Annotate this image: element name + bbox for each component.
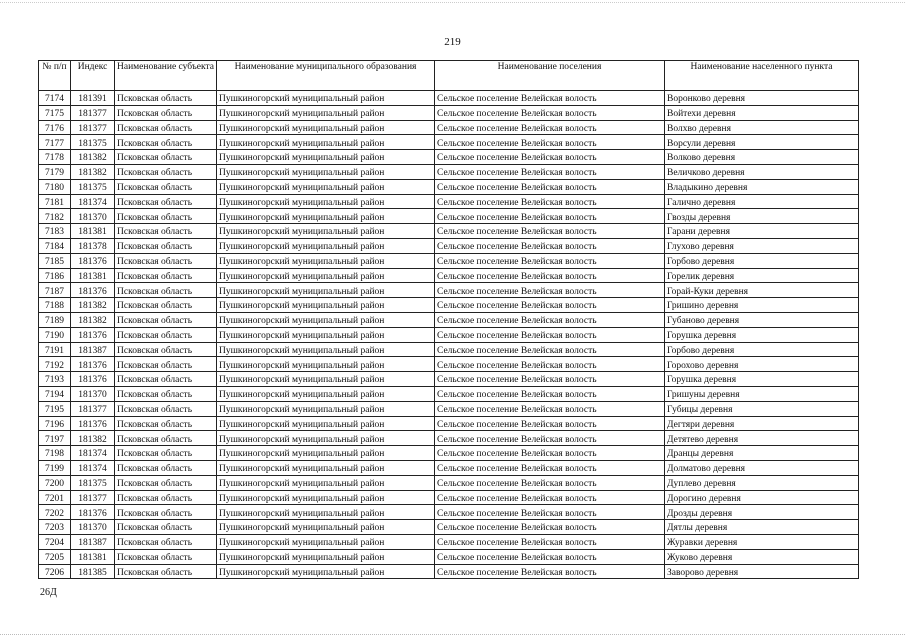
- cell-subject: Псковская область: [115, 327, 217, 342]
- cell-subject: Псковская область: [115, 475, 217, 490]
- cell-subject: Псковская область: [115, 238, 217, 253]
- cell-subject: Псковская область: [115, 150, 217, 165]
- cell-postal-index: 181376: [71, 357, 115, 372]
- cell-subject: Псковская область: [115, 209, 217, 224]
- cell-subject: Псковская область: [115, 342, 217, 357]
- cell-subject: Псковская область: [115, 490, 217, 505]
- table-row: [39, 91, 859, 106]
- cell-settlement: Сельское поселение Велейская волость: [435, 120, 665, 135]
- cell-settlement: Сельское поселение Велейская волость: [435, 105, 665, 120]
- table-row: [39, 357, 859, 372]
- cell-settlement: Сельское поселение Велейская волость: [435, 238, 665, 253]
- cell-number: 7203: [39, 520, 71, 535]
- cell-locality: Величково деревня: [665, 164, 859, 179]
- cell-locality: Журавки деревня: [665, 534, 859, 549]
- header-locality: Наименование населенного пункта: [665, 61, 859, 91]
- cell-municipality: Пушкиногорский муниципальный район: [217, 564, 435, 579]
- cell-settlement: Сельское поселение Велейская волость: [435, 549, 665, 564]
- cell-postal-index: 181381: [71, 549, 115, 564]
- cell-number: 7204: [39, 534, 71, 549]
- cell-postal-index: 181376: [71, 327, 115, 342]
- table-row: [39, 238, 859, 253]
- cell-municipality: Пушкиногорский муниципальный район: [217, 268, 435, 283]
- cell-municipality: Пушкиногорский муниципальный район: [217, 91, 435, 106]
- cell-settlement: Сельское поселение Велейская волость: [435, 520, 665, 535]
- table-row: [39, 120, 859, 135]
- cell-locality: Детятево деревня: [665, 431, 859, 446]
- cell-locality: Глухово деревня: [665, 238, 859, 253]
- cell-subject: Псковская область: [115, 460, 217, 475]
- cell-municipality: Пушкиногорский муниципальный район: [217, 238, 435, 253]
- cell-subject: Псковская область: [115, 505, 217, 520]
- cell-locality: Горушка деревня: [665, 372, 859, 387]
- cell-subject: Псковская область: [115, 194, 217, 209]
- cell-postal-index: 181382: [71, 298, 115, 313]
- cell-locality: Гришуны деревня: [665, 386, 859, 401]
- cell-number: 7199: [39, 460, 71, 475]
- table-row: [39, 135, 859, 150]
- cell-municipality: Пушкиногорский муниципальный район: [217, 179, 435, 194]
- cell-locality: Дорогино деревня: [665, 490, 859, 505]
- cell-settlement: Сельское поселение Велейская волость: [435, 534, 665, 549]
- cell-postal-index: 181375: [71, 475, 115, 490]
- cell-subject: Псковская область: [115, 534, 217, 549]
- cell-number: 7201: [39, 490, 71, 505]
- cell-subject: Псковская область: [115, 283, 217, 298]
- cell-number: 7189: [39, 312, 71, 327]
- cell-number: 7198: [39, 446, 71, 461]
- cell-locality: Галично деревня: [665, 194, 859, 209]
- cell-locality: Дегтяри деревня: [665, 416, 859, 431]
- cell-postal-index: 181376: [71, 372, 115, 387]
- cell-locality: Губаново деревня: [665, 312, 859, 327]
- cell-number: 7191: [39, 342, 71, 357]
- cell-locality: Заворово деревня: [665, 564, 859, 579]
- table-row: [39, 505, 859, 520]
- cell-postal-index: 181377: [71, 120, 115, 135]
- cell-municipality: Пушкиногорский муниципальный район: [217, 150, 435, 165]
- cell-postal-index: 181375: [71, 135, 115, 150]
- cell-postal-index: 181382: [71, 164, 115, 179]
- cell-subject: Псковская область: [115, 164, 217, 179]
- cell-municipality: Пушкиногорский муниципальный район: [217, 224, 435, 239]
- cell-locality: Дятлы деревня: [665, 520, 859, 535]
- cell-postal-index: 181376: [71, 416, 115, 431]
- cell-number: 7188: [39, 298, 71, 313]
- cell-settlement: Сельское поселение Велейская волость: [435, 194, 665, 209]
- table-row: [39, 520, 859, 535]
- table-row: [39, 209, 859, 224]
- cell-settlement: Сельское поселение Велейская волость: [435, 490, 665, 505]
- cell-settlement: Сельское поселение Велейская волость: [435, 505, 665, 520]
- cell-number: 7182: [39, 209, 71, 224]
- cell-subject: Псковская область: [115, 105, 217, 120]
- cell-subject: Псковская область: [115, 224, 217, 239]
- cell-postal-index: 181378: [71, 238, 115, 253]
- cell-locality: Гарани деревня: [665, 224, 859, 239]
- table-row: [39, 460, 859, 475]
- table-row: [39, 194, 859, 209]
- cell-number: 7181: [39, 194, 71, 209]
- cell-settlement: Сельское поселение Велейская волость: [435, 401, 665, 416]
- table-row: [39, 564, 859, 579]
- cell-settlement: Сельское поселение Велейская волость: [435, 446, 665, 461]
- cell-subject: Псковская область: [115, 416, 217, 431]
- cell-postal-index: 181387: [71, 534, 115, 549]
- cell-locality: Волхво деревня: [665, 120, 859, 135]
- cell-settlement: Сельское поселение Велейская волость: [435, 135, 665, 150]
- table-row: [39, 372, 859, 387]
- cell-locality: Горбово деревня: [665, 342, 859, 357]
- cell-municipality: Пушкиногорский муниципальный район: [217, 120, 435, 135]
- cell-subject: Псковская область: [115, 253, 217, 268]
- cell-postal-index: 181370: [71, 209, 115, 224]
- cell-locality: Волково деревня: [665, 150, 859, 165]
- cell-locality: Горай-Куки деревня: [665, 283, 859, 298]
- cell-municipality: Пушкиногорский муниципальный район: [217, 135, 435, 150]
- cell-settlement: Сельское поселение Велейская волость: [435, 564, 665, 579]
- cell-municipality: Пушкиногорский муниципальный район: [217, 283, 435, 298]
- cell-municipality: Пушкиногорский муниципальный район: [217, 446, 435, 461]
- header-number: № п/п: [39, 61, 71, 91]
- cell-postal-index: 181375: [71, 179, 115, 194]
- table-row: [39, 179, 859, 194]
- cell-municipality: Пушкиногорский муниципальный район: [217, 416, 435, 431]
- cell-settlement: Сельское поселение Велейская волость: [435, 386, 665, 401]
- table-row: [39, 268, 859, 283]
- table-row: [39, 150, 859, 165]
- settlement-registry-table: [38, 60, 859, 579]
- cell-number: 7177: [39, 135, 71, 150]
- cell-number: 7200: [39, 475, 71, 490]
- cell-settlement: Сельское поселение Велейская волость: [435, 253, 665, 268]
- cell-municipality: Пушкиногорский муниципальный район: [217, 105, 435, 120]
- cell-number: 7190: [39, 327, 71, 342]
- cell-settlement: Сельское поселение Велейская волость: [435, 298, 665, 313]
- cell-municipality: Пушкиногорский муниципальный район: [217, 298, 435, 313]
- cell-subject: Псковская область: [115, 91, 217, 106]
- cell-postal-index: 181382: [71, 431, 115, 446]
- cell-postal-index: 181376: [71, 253, 115, 268]
- page-footer-mark: 26Д: [40, 587, 57, 598]
- cell-settlement: Сельское поселение Велейская волость: [435, 268, 665, 283]
- cell-municipality: Пушкиногорский муниципальный район: [217, 327, 435, 342]
- cell-postal-index: 181385: [71, 564, 115, 579]
- cell-settlement: Сельское поселение Велейская волость: [435, 312, 665, 327]
- cell-postal-index: 181370: [71, 520, 115, 535]
- cell-subject: Псковская область: [115, 431, 217, 446]
- cell-municipality: Пушкиногорский муниципальный район: [217, 431, 435, 446]
- cell-postal-index: 181377: [71, 401, 115, 416]
- scan-edge-bottom: [0, 634, 905, 635]
- table-row: [39, 224, 859, 239]
- table-row: [39, 164, 859, 179]
- cell-number: 7205: [39, 549, 71, 564]
- cell-subject: Псковская область: [115, 401, 217, 416]
- cell-locality: Губицы деревня: [665, 401, 859, 416]
- cell-subject: Псковская область: [115, 268, 217, 283]
- cell-municipality: Пушкиногорский муниципальный район: [217, 460, 435, 475]
- cell-number: 7195: [39, 401, 71, 416]
- cell-municipality: Пушкиногорский муниципальный район: [217, 372, 435, 387]
- cell-subject: Псковская область: [115, 357, 217, 372]
- cell-settlement: Сельское поселение Велейская волость: [435, 179, 665, 194]
- cell-postal-index: 181387: [71, 342, 115, 357]
- cell-municipality: Пушкиногорский муниципальный район: [217, 253, 435, 268]
- cell-subject: Псковская область: [115, 564, 217, 579]
- cell-subject: Псковская область: [115, 312, 217, 327]
- cell-locality: Горбово деревня: [665, 253, 859, 268]
- cell-subject: Псковская область: [115, 179, 217, 194]
- header-settlement: Наименование поселения: [435, 61, 665, 91]
- cell-subject: Псковская область: [115, 298, 217, 313]
- cell-settlement: Сельское поселение Велейская волость: [435, 372, 665, 387]
- cell-postal-index: 181370: [71, 386, 115, 401]
- table-row: [39, 490, 859, 505]
- cell-number: 7175: [39, 105, 71, 120]
- cell-locality: Горохово деревня: [665, 357, 859, 372]
- cell-municipality: Пушкиногорский муниципальный район: [217, 312, 435, 327]
- cell-locality: Дуплево деревня: [665, 475, 859, 490]
- table-row: [39, 446, 859, 461]
- cell-subject: Псковская область: [115, 135, 217, 150]
- cell-locality: Гришино деревня: [665, 298, 859, 313]
- cell-number: 7197: [39, 431, 71, 446]
- cell-number: 7174: [39, 91, 71, 106]
- cell-locality: Гвозды деревня: [665, 209, 859, 224]
- cell-number: 7194: [39, 386, 71, 401]
- table-row: [39, 312, 859, 327]
- table-row: [39, 549, 859, 564]
- cell-number: 7185: [39, 253, 71, 268]
- cell-settlement: Сельское поселение Велейская волость: [435, 357, 665, 372]
- cell-municipality: Пушкиногорский муниципальный район: [217, 475, 435, 490]
- cell-settlement: Сельское поселение Велейская волость: [435, 150, 665, 165]
- cell-municipality: Пушкиногорский муниципальный район: [217, 505, 435, 520]
- cell-number: 7187: [39, 283, 71, 298]
- table-row: [39, 431, 859, 446]
- cell-postal-index: 181377: [71, 490, 115, 505]
- cell-locality: Горушка деревня: [665, 327, 859, 342]
- cell-municipality: Пушкиногорский муниципальный район: [217, 520, 435, 535]
- table-body: [39, 91, 859, 579]
- cell-settlement: Сельское поселение Велейская волость: [435, 431, 665, 446]
- cell-locality: Дрозды деревня: [665, 505, 859, 520]
- cell-number: 7202: [39, 505, 71, 520]
- table-row: [39, 327, 859, 342]
- cell-postal-index: 181382: [71, 150, 115, 165]
- cell-number: 7180: [39, 179, 71, 194]
- cell-locality: Дранцы деревня: [665, 446, 859, 461]
- table-row: [39, 253, 859, 268]
- cell-settlement: Сельское поселение Велейская волость: [435, 327, 665, 342]
- cell-settlement: Сельское поселение Велейская волость: [435, 475, 665, 490]
- cell-locality: Долматово деревня: [665, 460, 859, 475]
- table-row: [39, 401, 859, 416]
- cell-postal-index: 181381: [71, 268, 115, 283]
- cell-subject: Псковская область: [115, 549, 217, 564]
- cell-number: 7193: [39, 372, 71, 387]
- cell-postal-index: 181374: [71, 194, 115, 209]
- cell-number: 7184: [39, 238, 71, 253]
- cell-postal-index: 181381: [71, 224, 115, 239]
- header-municipality: Наименование муниципального образования: [217, 61, 435, 91]
- cell-locality: Воронково деревня: [665, 91, 859, 106]
- cell-subject: Псковская область: [115, 372, 217, 387]
- cell-postal-index: 181376: [71, 505, 115, 520]
- scan-edge-top: [0, 2, 905, 3]
- cell-number: 7196: [39, 416, 71, 431]
- cell-number: 7192: [39, 357, 71, 372]
- table-row: [39, 475, 859, 490]
- cell-locality: Владыкино деревня: [665, 179, 859, 194]
- cell-number: 7179: [39, 164, 71, 179]
- cell-municipality: Пушкиногорский муниципальный район: [217, 386, 435, 401]
- cell-municipality: Пушкиногорский муниципальный район: [217, 534, 435, 549]
- table-row: [39, 298, 859, 313]
- cell-municipality: Пушкиногорский муниципальный район: [217, 490, 435, 505]
- table-row: [39, 105, 859, 120]
- header-row: [39, 61, 859, 91]
- cell-number: 7176: [39, 120, 71, 135]
- cell-postal-index: 181382: [71, 312, 115, 327]
- header-postal-index: Индекс: [71, 61, 115, 91]
- cell-postal-index: 181374: [71, 460, 115, 475]
- cell-municipality: Пушкиногорский муниципальный район: [217, 401, 435, 416]
- cell-subject: Псковская область: [115, 120, 217, 135]
- cell-municipality: Пушкиногорский муниципальный район: [217, 194, 435, 209]
- cell-settlement: Сельское поселение Велейская волость: [435, 164, 665, 179]
- cell-municipality: Пушкиногорский муниципальный район: [217, 209, 435, 224]
- cell-settlement: Сельское поселение Велейская волость: [435, 224, 665, 239]
- cell-settlement: Сельское поселение Велейская волость: [435, 209, 665, 224]
- cell-municipality: Пушкиногорский муниципальный район: [217, 164, 435, 179]
- cell-subject: Псковская область: [115, 446, 217, 461]
- page-number: 219: [444, 36, 461, 48]
- cell-postal-index: 181391: [71, 91, 115, 106]
- cell-settlement: Сельское поселение Велейская волость: [435, 283, 665, 298]
- table-row: [39, 416, 859, 431]
- cell-municipality: Пушкиногорский муниципальный район: [217, 549, 435, 564]
- cell-number: 7183: [39, 224, 71, 239]
- cell-municipality: Пушкиногорский муниципальный район: [217, 342, 435, 357]
- cell-number: 7206: [39, 564, 71, 579]
- cell-locality: Войтехи деревня: [665, 105, 859, 120]
- table-header: [39, 61, 859, 91]
- cell-settlement: Сельское поселение Велейская волость: [435, 342, 665, 357]
- table-row: [39, 283, 859, 298]
- cell-number: 7186: [39, 268, 71, 283]
- cell-subject: Псковская область: [115, 520, 217, 535]
- cell-settlement: Сельское поселение Велейская волость: [435, 91, 665, 106]
- cell-postal-index: 181377: [71, 105, 115, 120]
- cell-settlement: Сельское поселение Велейская волость: [435, 460, 665, 475]
- cell-postal-index: 181376: [71, 283, 115, 298]
- table-row: [39, 342, 859, 357]
- cell-locality: Горелик деревня: [665, 268, 859, 283]
- header-subject: Наименование субъекта: [115, 61, 217, 91]
- cell-number: 7178: [39, 150, 71, 165]
- cell-locality: Жуково деревня: [665, 549, 859, 564]
- cell-locality: Ворсули деревня: [665, 135, 859, 150]
- cell-settlement: Сельское поселение Велейская волость: [435, 416, 665, 431]
- cell-postal-index: 181374: [71, 446, 115, 461]
- table-row: [39, 534, 859, 549]
- table-row: [39, 386, 859, 401]
- cell-subject: Псковская область: [115, 386, 217, 401]
- cell-municipality: Пушкиногорский муниципальный район: [217, 357, 435, 372]
